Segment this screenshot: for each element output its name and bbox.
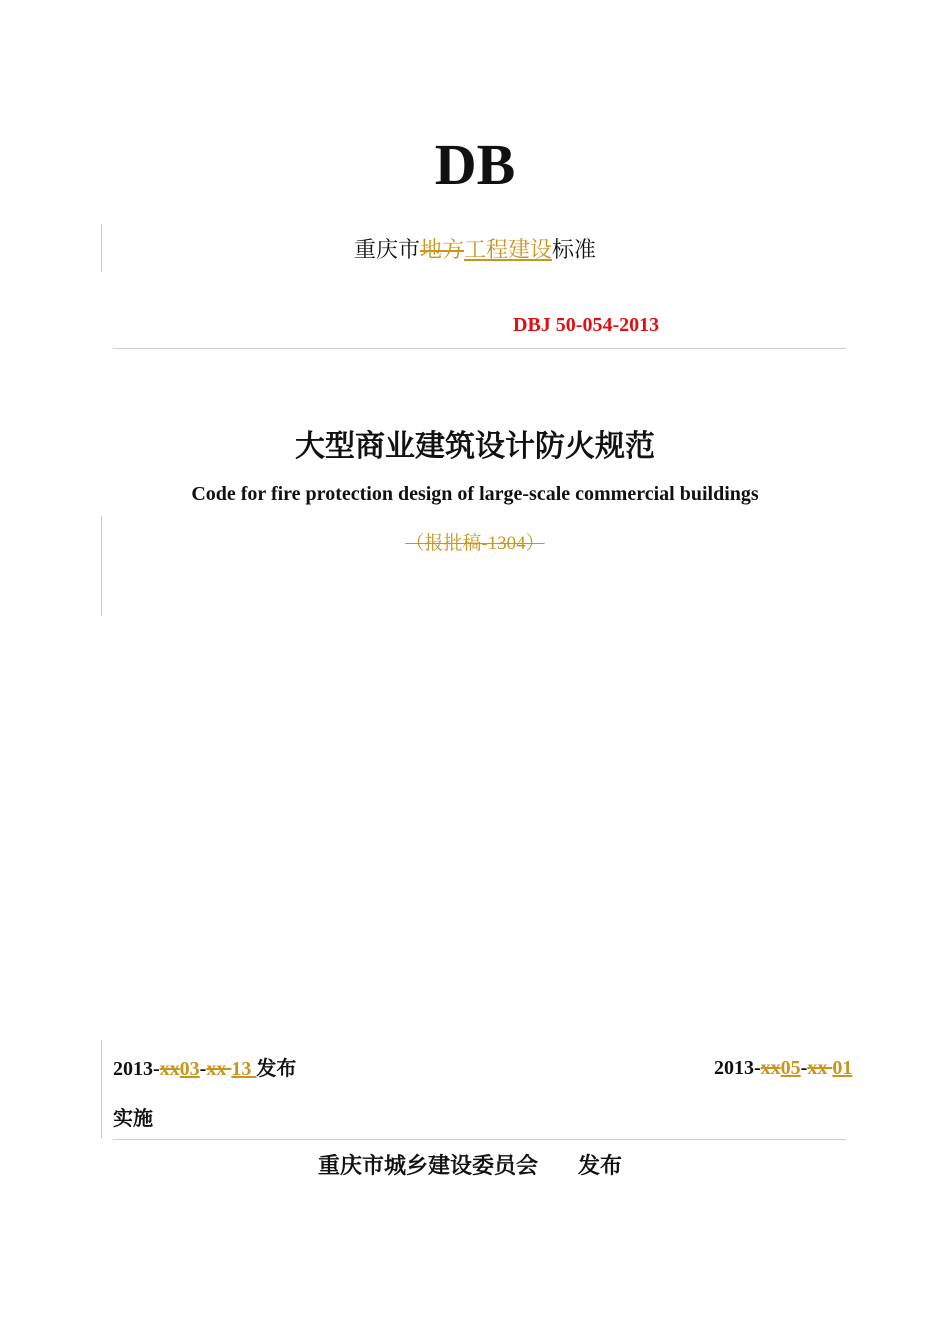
standard-prefix: 重庆市 <box>353 238 420 263</box>
effective-separator: - <box>800 1057 808 1079</box>
effective-year: 2013- <box>714 1057 761 1079</box>
effective-day-inserted: 01 <box>832 1057 853 1079</box>
publish-month-inserted: 03 <box>179 1058 200 1080</box>
standard-code: DBJ 50-054-2013 <box>513 314 660 336</box>
standard-inserted-text: 工程建设 <box>464 238 553 263</box>
effective-date <box>714 1054 852 1082</box>
publish-day-deleted: xx <box>206 1058 232 1080</box>
publish-date <box>113 1054 296 1083</box>
publish-day-inserted: 13 <box>231 1058 257 1080</box>
publish-label: 发布 <box>256 1056 297 1080</box>
db-logo: DB <box>434 132 516 197</box>
draft-note-deleted: （报批稿-1304） <box>405 533 545 554</box>
standard-suffix: 标准 <box>552 238 597 263</box>
effective-month-inserted: 05 <box>780 1057 801 1079</box>
draft-note <box>0 531 950 557</box>
publish-month-deleted: xx <box>159 1058 180 1080</box>
publisher-action: 发布 <box>578 1154 623 1179</box>
publisher-name: 重庆市城乡建设委员会 <box>318 1154 539 1179</box>
publisher-line <box>318 1152 622 1182</box>
title-chinese: 大型商业建筑设计防火规范 <box>295 429 655 464</box>
effective-day-deleted: xx <box>807 1057 833 1079</box>
publish-separator: - <box>199 1058 207 1080</box>
header-rule <box>113 348 846 349</box>
title-english: Code for fire protection design of large-scale commercial buildings <box>191 483 759 505</box>
effective-label: 实施 <box>113 1106 153 1130</box>
publish-year: 2013- <box>113 1058 160 1080</box>
standard-type-line <box>0 235 950 267</box>
change-bar-dates <box>101 1040 102 1138</box>
footer-rule <box>113 1139 846 1140</box>
standard-deleted-text: 地方 <box>419 238 464 263</box>
effective-month-deleted: xx <box>760 1057 781 1079</box>
